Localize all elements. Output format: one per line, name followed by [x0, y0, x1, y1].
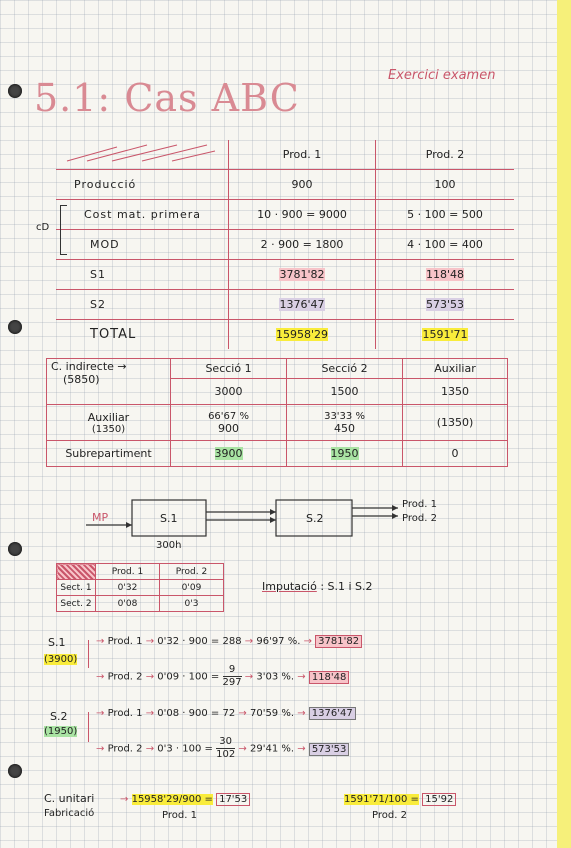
row-label: Cost mat. primera — [56, 200, 229, 230]
table-cell: 3781'82 — [229, 260, 376, 290]
unit-cost-prod1: → 15958'29/900 = 17'53 — [120, 794, 250, 805]
mp-label: MP — [92, 511, 109, 524]
column-header: Auxiliar — [403, 359, 508, 379]
calc-row: → Prod. 2 → 0'3 · 100 = $\frac{30}{102}$ → 29'41 %. → 573'53 — [96, 736, 349, 761]
direct-cost-bracket — [60, 205, 67, 255]
indirect-cost-header: C. indirecte → (5850) — [47, 359, 171, 405]
table-cell: 3000 — [171, 379, 287, 405]
imputacio-line: Imputació : S.1 i S.2 — [262, 580, 373, 593]
bracket — [88, 640, 95, 668]
unit-cost-sublabel: Fabricació — [44, 808, 95, 819]
table-cell: 5 · 100 = 500 — [376, 200, 515, 230]
bracket — [88, 712, 95, 742]
section2-label: S.2 — [306, 512, 324, 525]
cost-table — [56, 140, 514, 349]
binder-hole — [8, 764, 22, 778]
table-cell: 0'08 — [96, 596, 160, 612]
row-label: MOD — [56, 230, 229, 260]
calc-s2-name: S.2 — [50, 710, 68, 723]
table-cell: 0'32 — [96, 580, 160, 596]
table-cell: 100 — [376, 170, 515, 200]
calc-row: → Prod. 1 → 0'32 · 900 = 288 → 96'97 %. → 3781'82 — [96, 636, 362, 647]
table-cell: 1591'71 — [376, 320, 515, 350]
calc-s1-name: S.1 — [48, 636, 66, 649]
table-cell: 573'53 — [376, 290, 515, 320]
hours-label: 300h — [156, 540, 182, 551]
table-cell: 0'09 — [160, 580, 224, 596]
indirect-cost-table — [46, 358, 508, 467]
calc-row: → Prod. 2 → 0'09 · 100 = $\frac{9}{297}$ → 3'03 %. → 118'48 — [96, 664, 349, 689]
flow-diagram — [80, 490, 500, 550]
row-label: Sect. 1 — [57, 580, 96, 596]
output-prod1: Prod. 1 — [402, 499, 437, 510]
table-cell: 3900 — [171, 441, 287, 467]
table-cell: 15958'29 — [229, 320, 376, 350]
cd-label: cD — [36, 222, 50, 233]
table-cell: 66'67 % 900 — [171, 405, 287, 441]
column-header: Prod. 1 — [229, 140, 376, 170]
table-cell: 33'33 % 450 — [287, 405, 403, 441]
output-prod2: Prod. 2 — [402, 513, 437, 524]
table-header-hatch — [56, 140, 229, 170]
table-cell: 1350 — [403, 379, 508, 405]
row-label: TOTAL — [90, 327, 137, 342]
table-cell: 900 — [229, 170, 376, 200]
row-label: S2 — [56, 290, 229, 320]
table-cell: 4 · 100 = 400 — [376, 230, 515, 260]
exam-tag: Exercici examen — [388, 68, 496, 83]
column-header: Prod. 2 — [160, 564, 224, 580]
unit-cost-label: C. unitari — [44, 792, 95, 805]
table-cell: 1376'47 — [229, 290, 376, 320]
unit-cost-prod2-label: Prod. 2 — [372, 810, 407, 821]
unit-cost-prod1-label: Prod. 1 — [162, 810, 197, 821]
calc-row: → Prod. 1 → 0'08 · 900 = 72 → 70'59 %. → 1376'47 — [96, 708, 356, 719]
row-label: Producció — [56, 170, 229, 200]
binder-hole — [8, 320, 22, 334]
table-cell: 1950 — [287, 441, 403, 467]
page-title: 5.1: Cas ABC — [34, 76, 300, 120]
row-label: Subrepartiment — [47, 441, 171, 467]
table-cell: 0 — [403, 441, 508, 467]
row-label: S1 — [56, 260, 229, 290]
table-cell: 2 · 900 = 1800 — [229, 230, 376, 260]
page-edge-highlight — [557, 0, 571, 848]
calc-s2-value: (1950) — [44, 726, 78, 737]
column-header: Secció 2 — [287, 359, 403, 379]
table-cell: 0'3 — [160, 596, 224, 612]
section1-label: S.1 — [160, 512, 178, 525]
row-label: Sect. 2 — [57, 596, 96, 612]
table-cell: 118'48 — [376, 260, 515, 290]
calc-s1-value: (3900) — [44, 654, 78, 665]
binder-hole — [8, 84, 22, 98]
hours-ratio-table — [56, 563, 224, 612]
row-label: Auxiliar (1350) — [47, 405, 171, 441]
table-cell: (1350) — [403, 405, 508, 441]
table-cell: 1500 — [287, 379, 403, 405]
table-cell: 10 · 900 = 9000 — [229, 200, 376, 230]
binder-hole — [8, 542, 22, 556]
column-header: Prod. 2 — [376, 140, 515, 170]
unit-cost-prod2: 1591'71/100 = 15'92 — [344, 794, 456, 805]
column-header: Prod. 1 — [96, 564, 160, 580]
table-header-hatch — [57, 564, 96, 580]
column-header: Secció 1 — [171, 359, 287, 379]
